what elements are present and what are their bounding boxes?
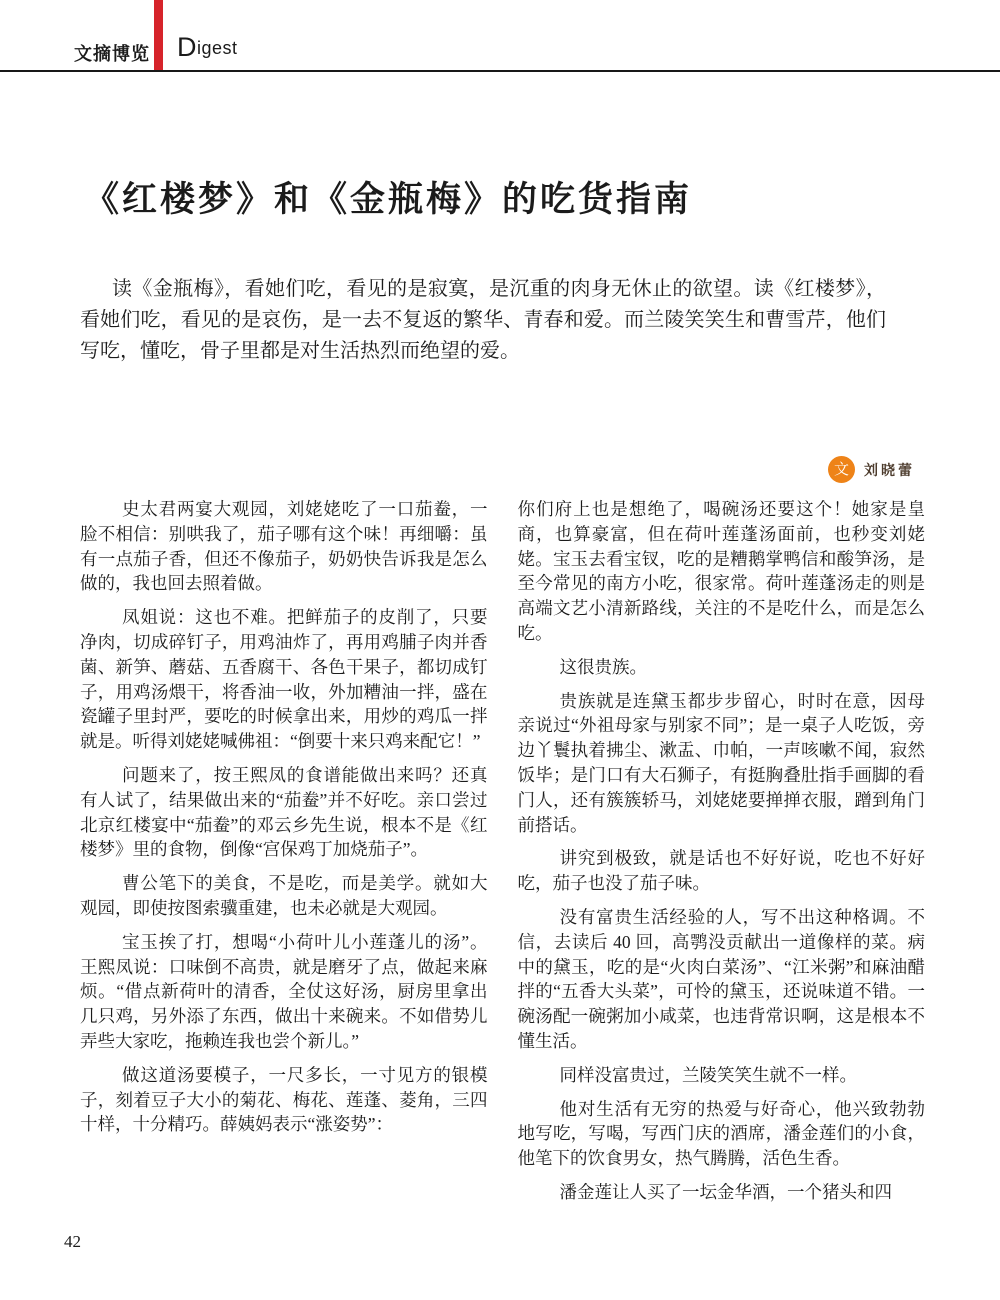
author-name: 刘晓蕾 — [864, 463, 915, 479]
paragraph: 你们府上也是想绝了，喝碗汤还要这个！她家是皇商，也算豪富，但在荷叶莲蓬汤面前，也秒变刘姥姥。宝玉去看宝钗，吃的是糟鹅掌鸭信和酸笋汤，是至今常见的南方小吃，很家常。荷叶莲蓬汤走的则是高端文艺小清新路线，关注的不是吃什么，而是怎么吃。 — [517, 499, 925, 643]
paragraph: 问题来了，按王熙凤的食谱能做出来吗？还真有人试了，结果做出来的“茄鲞”并不好吃。亲口尝过北京红楼宴中“茄鲞”的邓云乡先生说，根本不是《红楼梦》里的食物，倒像“宫保鸡丁加烧茄子”。 — [80, 764, 488, 860]
paragraph: 史太君两宴大观园，刘姥姥吃了一口茄鲞，一脸不相信：别哄我了，茄子哪有这个味！再细嚼：虽有一点茄子香，但还不像茄子，奶奶快告诉我是怎么做的，我也回去照着做。 — [80, 499, 488, 594]
paragraph: 贵族就是连黛玉都步步留心，时时在意，因母亲说过“外祖母家与别家不同”；是一桌子人吃饭，旁边丫鬟执着拂尘、漱盂、巾帕，一声咳嗽不闻，寂然饭毕；是门口有大石狮子，有挺胸叠肚指手画脚的看门人，还有簇簇轿马，刘姥姥要掸掸衣服，蹭到角门前搭话。 — [517, 690, 925, 835]
paragraph: 凤姐说：这也不难。把鲜茄子的皮削了，只要净肉，切成碎钉子，用鸡油炸了，再用鸡脯子肉并香菌、新笋、蘑菇、五香腐干、各色干果子，都切成钉子，用鸡汤煨干，将香油一收，外加糟油一拌，盛在瓷罐子里封严，要吃的时候拿出来，用炒的鸡瓜一拌就是。听得刘姥姥喊佛祖：“倒要十来只鸡来配它！” — [80, 607, 488, 752]
paragraph: 曹公笔下的美食，不是吃，而是美学。就如大观园，即使按图索骥重建，也未必就是大观园。 — [80, 873, 488, 918]
section-title-cn: 文摘博览 — [74, 44, 150, 64]
page-number: 42 — [64, 1232, 81, 1251]
author-byline — [828, 456, 915, 483]
paragraph: 没有富贵生活经验的人，写不出这种格调。不信，去读后 40 回，高鹗没贡献出一道像样的菜。病中的黛玉，吃的是“火肉白菜汤”、“江米粥”和麻油醋拌的“五香大头菜”，可怜的黛玉，还说味道不错。一碗汤配一碗粥加小咸菜，也违背常识啊，这是根本不懂生活。 — [517, 906, 925, 1051]
paragraph: 潘金莲让人买了一坛金华酒，一个猪头和四 — [559, 1181, 892, 1202]
header-rule — [0, 70, 1000, 72]
paragraph: 宝玉挨了打，想喝“小荷叶儿小莲蓬儿的汤”。王熙凤说：口味倒不高贵，就是磨牙了点，做起来麻烦。“借点新荷叶的清香，全仗这好汤，厨房里拿出几只鸡，另外添了东西，做出十来碗来。不如借势儿弄些大家吃，拖赖连我也尝个新儿。” — [80, 931, 488, 1051]
paragraph: 讲究到极致，就是话也不好好说，吃也不好好吃，茄子也没了茄子味。 — [517, 848, 925, 894]
article-body — [80, 497, 925, 1214]
paragraph: 这很贵族。 — [559, 656, 647, 677]
section-title-en — [177, 34, 238, 61]
paragraph: 同样没富贵过，兰陵笑笑生就不一样。 — [559, 1064, 857, 1085]
paragraph: 做这道汤要模子，一尺多长，一寸见方的银模子，刻着豆子大小的菊花、梅花、莲蓬、菱角，三四十样，十分精巧。薛姨妈表示“涨姿势”： — [80, 1064, 488, 1135]
left-column — [80, 497, 488, 1214]
article-intro: 读《金瓶梅》，看她们吃，看见的是寂寞，是沉重的肉身无休止的欲望。读《红楼梦》，看她们吃，看见的是哀伤，是一去不复返的繁华、青春和爱。而兰陵笑笑生和曹雪芹，他们写吃，懂吃，骨子里都是对生活热烈而绝望的爱。 — [80, 278, 886, 362]
author-badge-icon: 文 — [828, 456, 855, 483]
paragraph: 他对生活有无穷的热爱与好奇心，他兴致勃勃地写吃，写喝，写西门庆的酒席，潘金莲们的小食，他笔下的饮食男女，热气腾腾，活色生香。 — [517, 1098, 925, 1169]
section-title-en-initial: D — [177, 32, 197, 62]
article-title: 《红楼梦》和《金瓶梅》的吃货指南 — [84, 180, 693, 219]
section-title-en-rest: igest — [197, 38, 238, 58]
red-divider-bar — [154, 0, 163, 70]
right-column — [518, 497, 926, 1214]
